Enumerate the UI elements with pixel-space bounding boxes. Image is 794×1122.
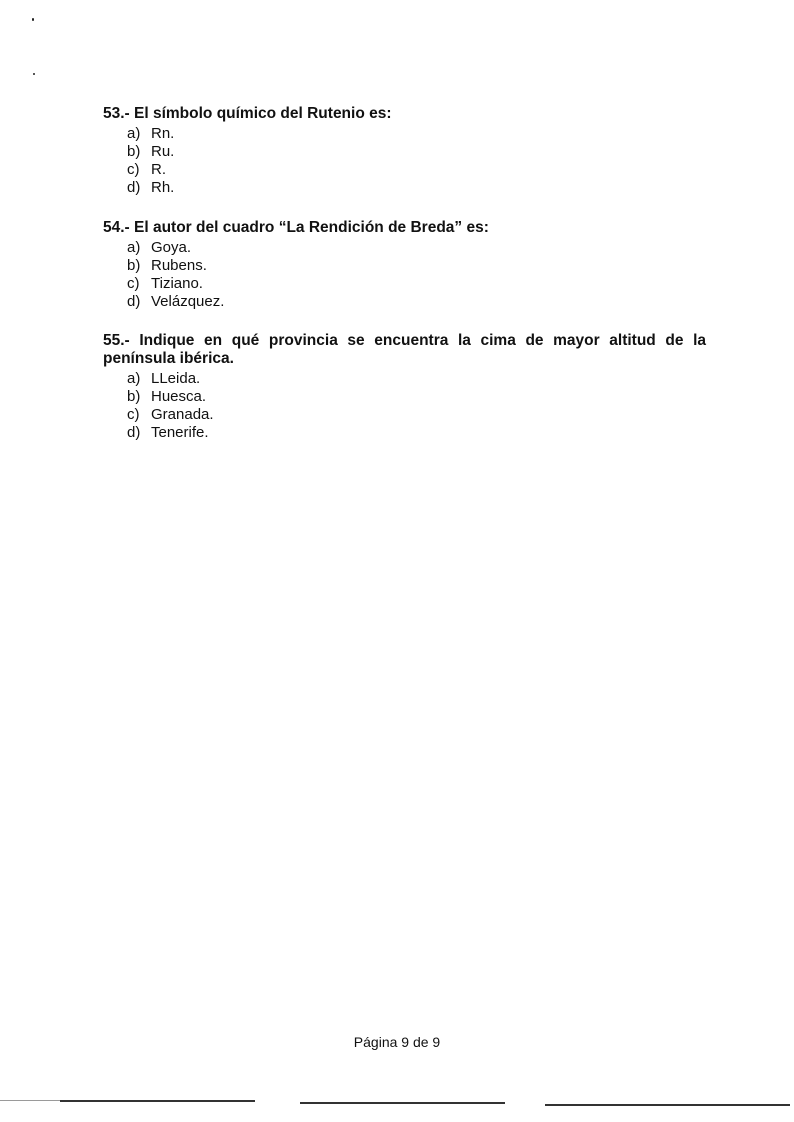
option-text: LLeida. [151, 370, 201, 387]
option-d [127, 179, 706, 197]
option-letter: c) [127, 275, 140, 292]
option-letter: c) [127, 406, 140, 423]
question-text: 54.- El autor del cuadro “La Rendición de Breda” es: [103, 219, 489, 236]
option-letter: b) [127, 388, 141, 405]
answer-options [103, 125, 706, 197]
option-text: Rubens. [151, 257, 207, 274]
option-letter: c) [127, 161, 140, 178]
option-letter: d) [127, 179, 141, 196]
question-text: 55.- Indique en qué provincia se encuentra la cima de mayor altitud de la península ibérica. [103, 332, 706, 367]
answer-options [103, 239, 706, 311]
page-number: Página 9 de 9 [353, 1034, 441, 1050]
option-letter: a) [127, 125, 141, 142]
scan-edge-line [0, 1100, 60, 1101]
option-a [127, 370, 706, 388]
scan-edge-line [545, 1104, 790, 1106]
option-d [127, 293, 706, 311]
option-c [127, 161, 706, 179]
option-text: R. [151, 161, 166, 178]
option-b [127, 257, 706, 275]
option-letter: a) [127, 370, 141, 387]
option-b [127, 388, 706, 406]
option-text: Velázquez. [151, 293, 225, 310]
option-text: Granada. [151, 406, 214, 423]
option-text: Tenerife. [151, 424, 209, 441]
question-55 [103, 332, 706, 442]
option-text: Tiziano. [151, 275, 203, 292]
option-c [127, 275, 706, 293]
answer-options [103, 370, 706, 442]
scan-speck [32, 18, 34, 21]
option-text: Rh. [151, 179, 175, 196]
scan-speck [33, 73, 35, 75]
option-d [127, 424, 706, 442]
scan-edge-line [60, 1100, 255, 1102]
scan-edge-line [300, 1102, 505, 1104]
option-text: Goya. [151, 239, 192, 256]
option-text: Huesca. [151, 388, 207, 405]
question-54 [103, 219, 706, 311]
option-a [127, 239, 706, 257]
option-letter: b) [127, 143, 141, 160]
option-letter: b) [127, 257, 141, 274]
option-b [127, 143, 706, 161]
option-text: Ru. [151, 143, 175, 160]
option-letter: d) [127, 424, 141, 441]
question-text: 53.- El símbolo químico del Rutenio es: [103, 105, 392, 122]
option-letter: a) [127, 239, 141, 256]
option-c [127, 406, 706, 424]
question-53 [103, 105, 706, 197]
option-text: Rn. [151, 125, 175, 142]
option-letter: d) [127, 293, 141, 310]
option-a [127, 125, 706, 143]
